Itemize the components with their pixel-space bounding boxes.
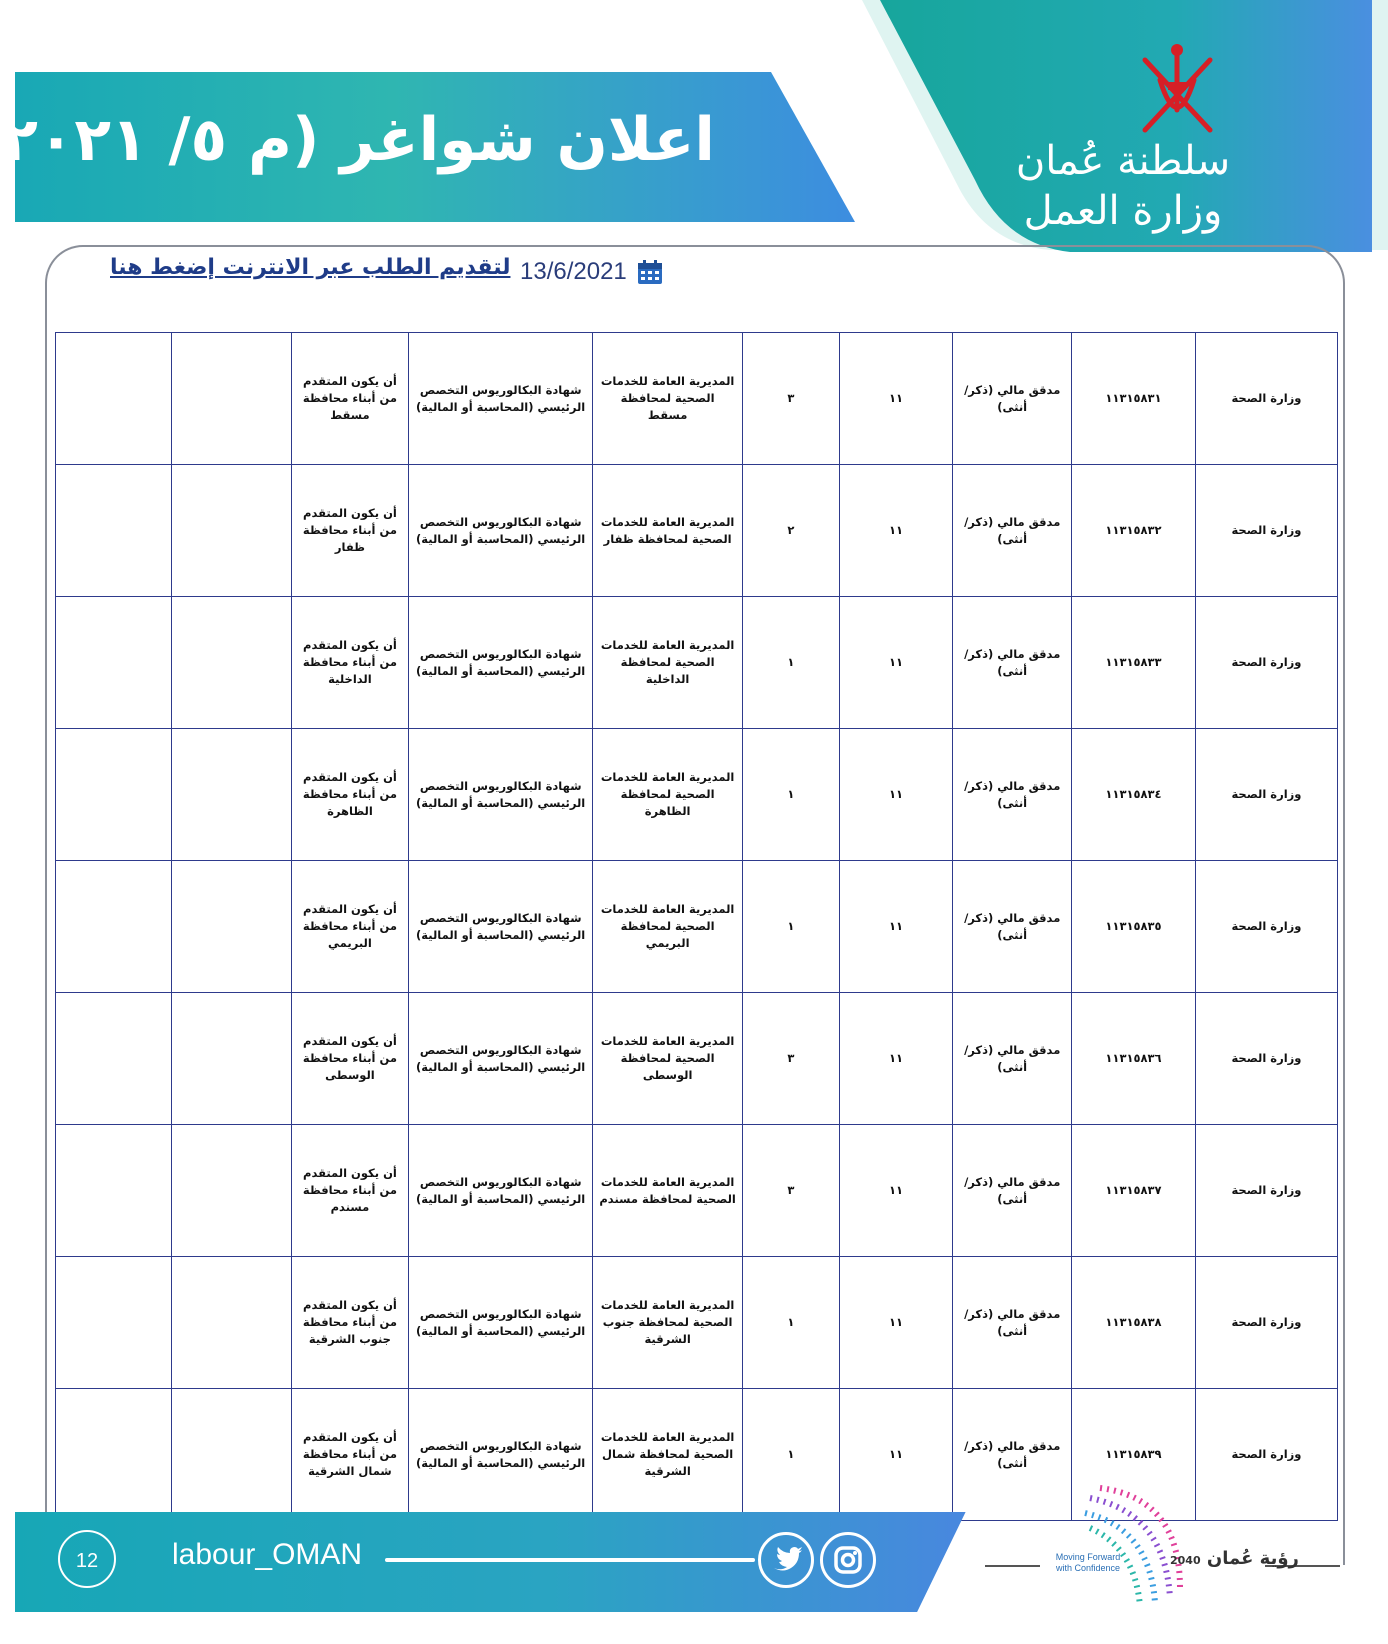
table-row xyxy=(56,333,1338,465)
cell-qualification: شهادة البكالوريوس التخصص الرئيسي (المحاسبة أو المالية) xyxy=(409,333,593,465)
cell-unit: المديرية العامة للخدمات الصحية لمحافظة البريمي xyxy=(593,861,743,993)
cell-unit: المديرية العامة للخدمات الصحية لمحافظة شمال الشرقية xyxy=(593,1389,743,1521)
cell-count: ١ xyxy=(743,1257,839,1389)
cell-grade: ١١ xyxy=(839,993,953,1125)
date-text: 13/6/2021 xyxy=(520,258,627,285)
cell-extra-2 xyxy=(56,861,172,993)
cell-extra-1 xyxy=(171,729,291,861)
cell-extra-1 xyxy=(171,1125,291,1257)
cell-grade: ١١ xyxy=(839,333,953,465)
cell-job-title: مدقق مالي (ذكر/أنثى) xyxy=(953,1125,1072,1257)
cell-grade: ١١ xyxy=(839,1125,953,1257)
cell-job-title: مدقق مالي (ذكر/أنثى) xyxy=(953,729,1072,861)
cell-count: ١ xyxy=(743,1389,839,1521)
cell-condition: أن يكون المتقدم من أبناء محافظة شمال الشرقية xyxy=(291,1389,409,1521)
cell-extra-2 xyxy=(56,1389,172,1521)
page-title: اعلان شواغر (م ٥/ ٢٠٢١ xyxy=(1,105,715,175)
cell-entity: وزارة الصحة xyxy=(1195,597,1337,729)
instagram-icon[interactable] xyxy=(820,1532,876,1588)
cell-extra-1 xyxy=(171,597,291,729)
cell-job-title: مدقق مالي (ذكر/أنثى) xyxy=(953,1257,1072,1389)
cell-entity: وزارة الصحة xyxy=(1195,1389,1337,1521)
cell-extra-1 xyxy=(171,861,291,993)
cell-job-code: ١١٣١٥٨٣٤ xyxy=(1072,729,1196,861)
cell-unit: المديرية العامة للخدمات الصحية لمحافظة الداخلية xyxy=(593,597,743,729)
cell-grade: ١١ xyxy=(839,465,953,597)
cell-job-code: ١١٣١٥٨٣١ xyxy=(1072,333,1196,465)
cell-extra-2 xyxy=(56,333,172,465)
cell-job-title: مدقق مالي (ذكر/أنثى) xyxy=(953,993,1072,1125)
cell-count: ٣ xyxy=(743,993,839,1125)
calendar-icon xyxy=(637,259,663,285)
cell-job-code: ١١٣١٥٨٣٣ xyxy=(1072,597,1196,729)
cell-condition: أن يكون المتقدم من أبناء محافظة جنوب الشرقية xyxy=(291,1257,409,1389)
cell-qualification: شهادة البكالوريوس التخصص الرئيسي (المحاسبة أو المالية) xyxy=(409,861,593,993)
vision-year: 2040 xyxy=(1170,1554,1201,1567)
cell-condition: أن يكون المتقدم من أبناء محافظة الداخلية xyxy=(291,597,409,729)
cell-extra-1 xyxy=(171,465,291,597)
cell-extra-1 xyxy=(171,993,291,1125)
cell-qualification: شهادة البكالوريوس التخصص الرئيسي (المحاسبة أو المالية) xyxy=(409,597,593,729)
cell-count: ١ xyxy=(743,597,839,729)
cell-job-title: مدقق مالي (ذكر/أنثى) xyxy=(953,597,1072,729)
cell-condition: أن يكون المتقدم من أبناء محافظة الوسطى xyxy=(291,993,409,1125)
cell-extra-2 xyxy=(56,993,172,1125)
cell-grade: ١١ xyxy=(839,597,953,729)
cell-job-title: مدقق مالي (ذكر/أنثى) xyxy=(953,861,1072,993)
cell-grade: ١١ xyxy=(839,1257,953,1389)
cell-unit: المديرية العامة للخدمات الصحية لمحافظة الوسطى xyxy=(593,993,743,1125)
cell-unit: المديرية العامة للخدمات الصحية لمحافظة جنوب الشرقية xyxy=(593,1257,743,1389)
cell-entity: وزارة الصحة xyxy=(1195,993,1337,1125)
cell-condition: أن يكون المتقدم من أبناء محافظة الظاهرة xyxy=(291,729,409,861)
cell-extra-2 xyxy=(56,729,172,861)
cell-job-code: ١١٣١٥٨٣٩ xyxy=(1072,1389,1196,1521)
cell-condition: أن يكون المتقدم من أبناء محافظة ظفار xyxy=(291,465,409,597)
vision-tagline xyxy=(1170,1548,1299,1569)
table-row xyxy=(56,597,1338,729)
cell-job-code: ١١٣١٥٨٣٥ xyxy=(1072,861,1196,993)
cell-entity: وزارة الصحة xyxy=(1195,333,1337,465)
cell-unit: المديرية العامة للخدمات الصحية لمحافظة ظفار xyxy=(593,465,743,597)
table-row xyxy=(56,1257,1338,1389)
oman-emblem-icon xyxy=(1130,40,1225,140)
cell-extra-2 xyxy=(56,1257,172,1389)
sultanate-wordmark: سلطنة عُمان xyxy=(1015,138,1231,184)
table-row xyxy=(56,993,1338,1125)
vacancies-table xyxy=(55,332,1338,1521)
vision-slogan: Moving Forward with Confidence xyxy=(1055,1552,1121,1573)
cell-entity: وزارة الصحة xyxy=(1195,861,1337,993)
cell-count: ٣ xyxy=(743,1125,839,1257)
cell-unit: المديرية العامة للخدمات الصحية لمحافظة الظاهرة xyxy=(593,729,743,861)
cell-qualification: شهادة البكالوريوس التخصص الرئيسي (المحاسبة أو المالية) xyxy=(409,993,593,1125)
cell-count: ٣ xyxy=(743,333,839,465)
cell-grade: ١١ xyxy=(839,729,953,861)
page-number: 12 xyxy=(58,1530,116,1588)
social-handle[interactable]: labour_OMAN xyxy=(172,1538,363,1571)
cell-unit: المديرية العامة للخدمات الصحية لمحافظة مسقط xyxy=(593,333,743,465)
cell-count: ٢ xyxy=(743,465,839,597)
cell-condition: أن يكون المتقدم من أبناء محافظة مسقط xyxy=(291,333,409,465)
ministry-wordmark: وزارة العمل xyxy=(1023,188,1223,234)
cell-entity: وزارة الصحة xyxy=(1195,729,1337,861)
cell-extra-2 xyxy=(56,465,172,597)
cell-qualification: شهادة البكالوريوس التخصص الرئيسي (المحاسبة أو المالية) xyxy=(409,1389,593,1521)
cell-job-code: ١١٣١٥٨٣٨ xyxy=(1072,1257,1196,1389)
footer-divider xyxy=(385,1558,755,1562)
cell-extra-2 xyxy=(56,597,172,729)
cell-count: ١ xyxy=(743,861,839,993)
cell-unit: المديرية العامة للخدمات الصحية لمحافظة مسندم xyxy=(593,1125,743,1257)
cell-grade: ١١ xyxy=(839,1389,953,1521)
cell-job-title: مدقق مالي (ذكر/أنثى) xyxy=(953,1389,1072,1521)
cell-condition: أن يكون المتقدم من أبناء محافظة مسندم xyxy=(291,1125,409,1257)
cell-entity: وزارة الصحة xyxy=(1195,465,1337,597)
apply-online-link[interactable]: لتقديم الطلب عبر الانترنت إضغط هنا xyxy=(110,255,511,280)
table-row xyxy=(56,861,1338,993)
cell-qualification: شهادة البكالوريوس التخصص الرئيسي (المحاسبة أو المالية) xyxy=(409,1257,593,1389)
cell-qualification: شهادة البكالوريوس التخصص الرئيسي (المحاسبة أو المالية) xyxy=(409,729,593,861)
cell-job-code: ١١٣١٥٨٣٧ xyxy=(1072,1125,1196,1257)
vision-tagline-text: رؤية عُمان xyxy=(1206,1548,1299,1569)
cell-extra-1 xyxy=(171,1389,291,1521)
cell-qualification: شهادة البكالوريوس التخصص الرئيسي (المحاسبة أو المالية) xyxy=(409,465,593,597)
cell-count: ١ xyxy=(743,729,839,861)
table-row xyxy=(56,465,1338,597)
twitter-icon[interactable] xyxy=(758,1532,814,1588)
cell-qualification: شهادة البكالوريوس التخصص الرئيسي (المحاسبة أو المالية) xyxy=(409,1125,593,1257)
publish-date xyxy=(520,258,663,286)
cell-condition: أن يكون المتقدم من أبناء محافظة البريمي xyxy=(291,861,409,993)
cell-job-title: مدقق مالي (ذكر/أنثى) xyxy=(953,333,1072,465)
cell-job-code: ١١٣١٥٨٣٢ xyxy=(1072,465,1196,597)
table-row xyxy=(56,1125,1338,1257)
cell-job-code: ١١٣١٥٨٣٦ xyxy=(1072,993,1196,1125)
cell-extra-2 xyxy=(56,1125,172,1257)
cell-extra-1 xyxy=(171,1257,291,1389)
cell-entity: وزارة الصحة xyxy=(1195,1125,1337,1257)
cell-job-title: مدقق مالي (ذكر/أنثى) xyxy=(953,465,1072,597)
cell-grade: ١١ xyxy=(839,861,953,993)
cell-entity: وزارة الصحة xyxy=(1195,1257,1337,1389)
cell-extra-1 xyxy=(171,333,291,465)
table-row xyxy=(56,729,1338,861)
